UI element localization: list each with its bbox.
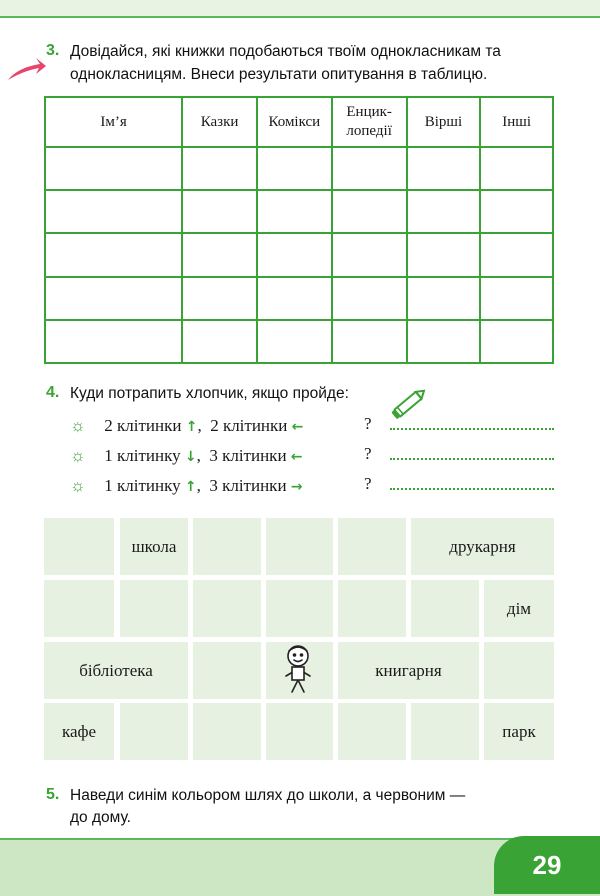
table-cell[interactable] [257,233,332,276]
sun-bullet-icon: ☼ [70,416,86,435]
map-cell[interactable] [338,580,406,637]
table-cell[interactable] [480,147,553,190]
direction-line-2: ☼ 1 клітинку ↓, 3 клітинки ← [70,444,303,468]
table-cell[interactable] [332,233,407,276]
table-cell[interactable] [45,147,182,190]
answer-line-3[interactable] [390,488,554,490]
map-cell[interactable] [44,518,114,575]
survey-table [44,96,554,364]
table-cell[interactable] [45,233,182,276]
arrow-left-icon: ← [291,419,304,435]
school-label: школа [131,536,177,556]
direction-2-a-text: 1 клітинку [104,446,181,465]
map-cell[interactable] [338,703,406,760]
column-header-encyclopedias-part2: лопедії [346,123,392,139]
task-3-instruction-line1: Довідайся, які книжки подобаються твоїм однокласникам та [70,43,501,60]
direction-2-b-text: 3 клітинки [209,446,287,465]
table-cell[interactable] [332,147,407,190]
column-header-poems: Вірші [407,97,481,147]
map-cell[interactable] [193,642,261,699]
arrow-up-icon: ↑ [184,479,197,495]
column-header-comics: Комікси [257,97,332,147]
column-header-fairy-tales: Казки [182,97,257,147]
table-row [45,190,553,233]
table-row [45,277,553,320]
table-cell[interactable] [182,277,257,320]
map-cell[interactable] [193,580,261,637]
table-cell[interactable] [480,320,553,363]
task-4-number: 4. [46,384,60,401]
column-header-other: Інші [480,97,553,147]
map-cell-home[interactable] [484,580,554,637]
question-mark-2: ? [364,444,372,463]
table-cell[interactable] [182,233,257,276]
map-cell[interactable] [266,703,333,760]
table-cell[interactable] [480,190,553,233]
map-cell[interactable] [120,580,188,637]
table-cell[interactable] [45,320,182,363]
table-row [45,320,553,363]
table-row [45,147,553,190]
arrow-down-icon: ↓ [184,449,197,465]
direction-line-3: ☼ 1 клітинку ↑, 3 клітинки → [70,474,303,498]
cafe-label: кафе [61,721,97,741]
map-cell[interactable] [411,703,479,760]
table-cell[interactable] [257,277,332,320]
map-cell[interactable] [193,703,261,760]
map-cell-school[interactable] [120,518,188,575]
printing-house-label: друкарня [449,536,516,556]
pencil-icon [388,386,430,422]
task-5-instruction-line2: до дому. [70,809,131,826]
table-cell[interactable] [257,320,332,363]
table-cell[interactable] [407,233,481,276]
table-cell[interactable] [332,277,407,320]
park-label: парк [502,721,536,741]
column-header-encyclopedias [332,97,407,147]
direction-line-1: ☼ 2 клітинки ↑, 2 клітинки ← [70,414,303,438]
task-3-instruction-line2: однокласницям. Внеси результати опитування в таблицю. [70,66,488,83]
table-cell[interactable] [182,147,257,190]
table-cell[interactable] [480,277,553,320]
pointer-arrow-icon [6,56,46,84]
map-cell-park[interactable] [484,703,554,760]
direction-1-a-text: 2 клітинки [104,416,182,435]
column-header-encyclopedias-part1: Енцик- [346,104,392,120]
direction-1-b-text: 2 клітинки [210,416,288,435]
table-cell[interactable] [407,147,481,190]
map-cell[interactable] [484,642,554,699]
sun-bullet-icon: ☼ [70,476,86,495]
map-cell-library[interactable] [44,642,188,699]
table-cell[interactable] [407,277,481,320]
table-cell[interactable] [257,190,332,233]
table-header-row [45,97,553,147]
map-cell[interactable] [120,703,188,760]
table-cell[interactable] [45,190,182,233]
map-cell[interactable] [338,518,406,575]
column-header-name: Ім’я [45,97,182,147]
page-number: 29 [494,836,600,894]
boy-figure-icon [276,640,320,696]
answer-line-2[interactable] [390,458,554,460]
question-mark-3: ? [364,474,372,493]
table-cell[interactable] [332,320,407,363]
sun-bullet-icon: ☼ [70,446,86,465]
arrow-left-icon: ← [290,449,303,465]
arrow-up-icon: ↑ [185,419,198,435]
direction-3-a-text: 1 клітинку [104,476,181,495]
task-5-number: 5. [46,786,60,803]
question-mark-1: ? [364,414,372,433]
table-cell[interactable] [182,190,257,233]
table-cell[interactable] [45,277,182,320]
library-label: бібліотека [79,660,153,680]
table-cell[interactable] [332,190,407,233]
arrow-right-icon: → [290,479,303,495]
map-cell[interactable] [266,580,333,637]
task-5-instruction-line1: Наведи синім кольором шлях до школи, а червоним — [70,787,466,804]
map-cell-printing-house[interactable] [411,518,554,575]
map-cell[interactable] [411,580,479,637]
table-row [45,233,553,276]
map-grid [44,518,554,760]
map-cell-cafe[interactable] [44,703,114,760]
top-header-bar [0,0,600,18]
direction-3-b-text: 3 клітинки [209,476,287,495]
table-cell[interactable] [480,233,553,276]
bookstore-label: книгарня [375,660,442,680]
map-cell[interactable] [266,518,333,575]
table-cell[interactable] [407,320,481,363]
map-cell-bookstore[interactable] [338,642,479,699]
map-cell[interactable] [44,580,114,637]
map-cell[interactable] [193,518,261,575]
home-label: дім [506,598,532,618]
table-cell[interactable] [257,147,332,190]
answer-line-1[interactable] [390,428,554,430]
table-cell[interactable] [407,190,481,233]
table-cell[interactable] [182,320,257,363]
task-4-prompt: Куди потрапить хлопчик, якщо пройде: [70,385,349,402]
task-3-number: 3. [46,42,60,59]
